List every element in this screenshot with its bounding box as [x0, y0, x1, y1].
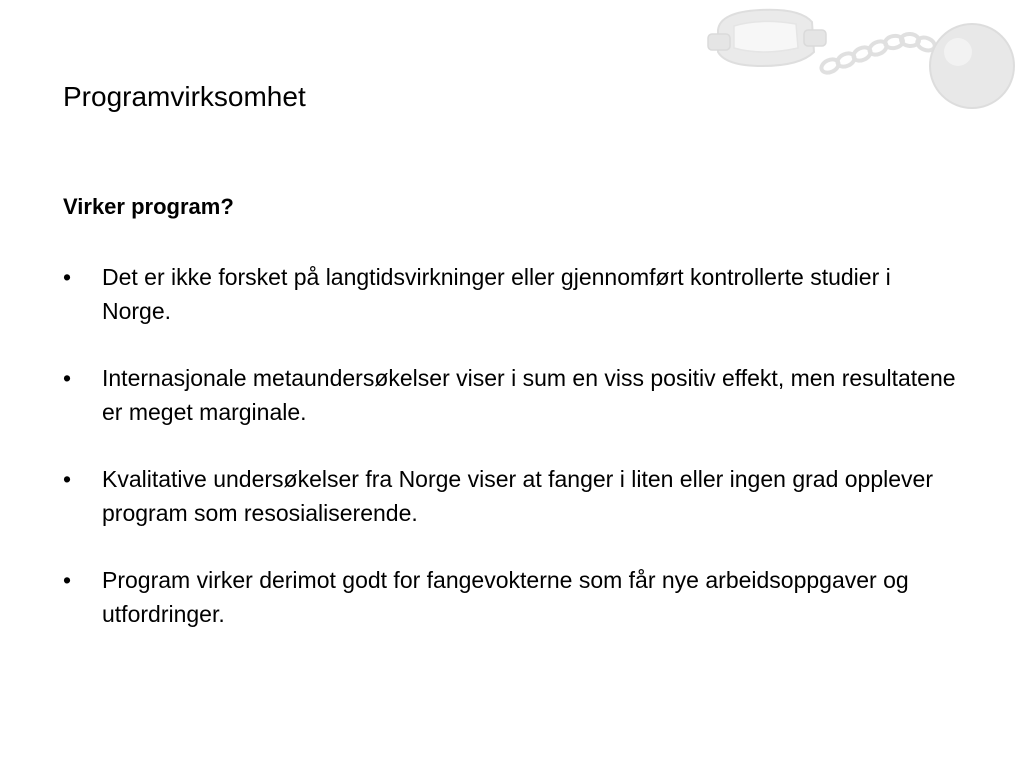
bullet-text: Kvalitative undersøkelser fra Norge viser at fanger i liten eller ingen grad opplever program som resosialiserende. [102, 466, 933, 526]
bullet-marker: • [63, 466, 72, 492]
bullet-text: Det er ikke forsket på langtidsvirkninger eller gjennomført kontrollerte studier i Norge. [102, 264, 891, 324]
ball-and-chain-icon [700, 0, 1024, 120]
bullet-item [63, 361, 963, 429]
bullet-item [63, 260, 963, 328]
bullet-marker: • [63, 567, 72, 593]
bullet-item [63, 563, 963, 631]
bullet-text: Internasjonale metaundersøkelser viser i sum en viss positiv effekt, men resultatene er meget marginale. [102, 365, 956, 425]
bullet-marker: • [63, 264, 72, 290]
bullet-text: Program virker derimot godt for fangevokterne som får nye arbeidsoppgaver og utfordringer. [102, 567, 909, 627]
slide-subheading: Virker program? [63, 194, 234, 219]
slide-title: Programvirksomhet [63, 81, 306, 112]
bullet-item [63, 462, 963, 530]
bullet-list [63, 260, 963, 664]
bullet-marker: • [63, 365, 72, 391]
